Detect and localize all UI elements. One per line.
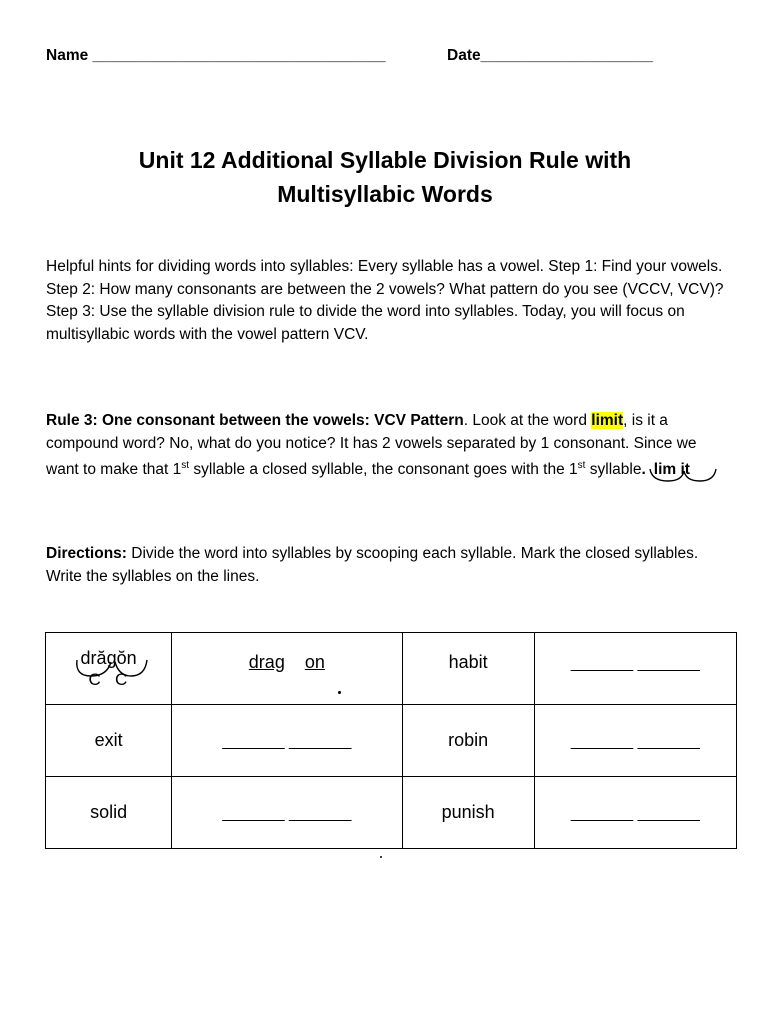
answer-blank-cell[interactable] [172,777,402,849]
superscript-st-2: st [577,460,586,471]
syllable-drag: drag [248,652,285,672]
example-word-cell [46,633,172,705]
answer-blank[interactable]: _______ _______ [570,733,700,750]
directions-label: Directions: [46,545,127,562]
table-row [46,777,737,849]
answer-blank-cell[interactable] [534,705,736,777]
superscript-st-1: st [181,460,190,471]
helpful-hints-paragraph: Helpful hints for dividing words into syllables: Every syllable has a vowel. Step 1: Find your vowels. Step 2: How many consonants are between the 2 vowels? What pattern do you see (VCCV, VCV)? Step 3: Use the syllable division rule to divide the word into syllables. Today, you will focus on multisyllabic words with the vowel pattern VCV. [46,258,724,343]
syllable-on: on [304,652,325,672]
word-cell: solid [46,777,172,849]
word-cell: habit [402,627,534,699]
date-field[interactable]: Date____________________ [447,47,654,64]
page-title-line-2: Multisyllabic Words [277,181,493,207]
answer-blank[interactable]: _______ _______ [570,805,700,822]
name-field[interactable]: Name __________________________________ [46,47,386,64]
rule-text-c: syllable a closed syllable, the consonant goes with the 1 [189,461,578,478]
rule-text-b: , is it a compound word? No, what do you notice? It has 2 vowels separated by 1 consonant. Since we want to make that 1 [46,412,697,478]
scoop-marks-icon [648,467,720,485]
word-cell: exit [46,705,172,777]
page-title-line-1: Unit 12 Additional Syllable Division Rule with [138,147,632,173]
answer-blank[interactable]: _______ _______ [222,805,352,822]
example-answer-cell [172,633,402,705]
example-scooped-word [654,459,690,482]
table-row [46,633,737,705]
answer-blank-cell[interactable] [534,777,736,849]
rule-text-d: syllable [585,461,642,478]
example-word-dragon [80,648,137,689]
rule-period: . [641,461,646,478]
directions-text: Divide the word into syllables by scooping each syllable. Mark the closed syllables. Write the syllables on the lines. [46,545,699,585]
rule-heading: Rule 3: One consonant between the vowels: VCV Pattern [46,412,464,429]
stray-dot [338,691,341,694]
stray-dot [380,856,382,858]
syllable-table [45,632,737,849]
example-word-lim-it: lim it [653,461,690,478]
closed-syllable-marks: C C [88,670,128,689]
directions-paragraph [46,543,726,588]
word-cell: robin [402,705,534,777]
table-row [46,705,737,777]
answer-blank-cell[interactable] [172,705,402,777]
word-cell: punish [402,777,534,849]
rule-paragraph [46,410,726,482]
answer-blank[interactable]: _______ _______ [570,655,700,672]
highlighted-word-limit: limit [591,412,624,429]
rule-text-a: . Look at the word [463,412,592,429]
word-dragon: drăgŏn [80,648,137,668]
answer-blank-cell[interactable] [534,633,736,705]
answer-blank[interactable]: _______ _______ [222,733,352,750]
